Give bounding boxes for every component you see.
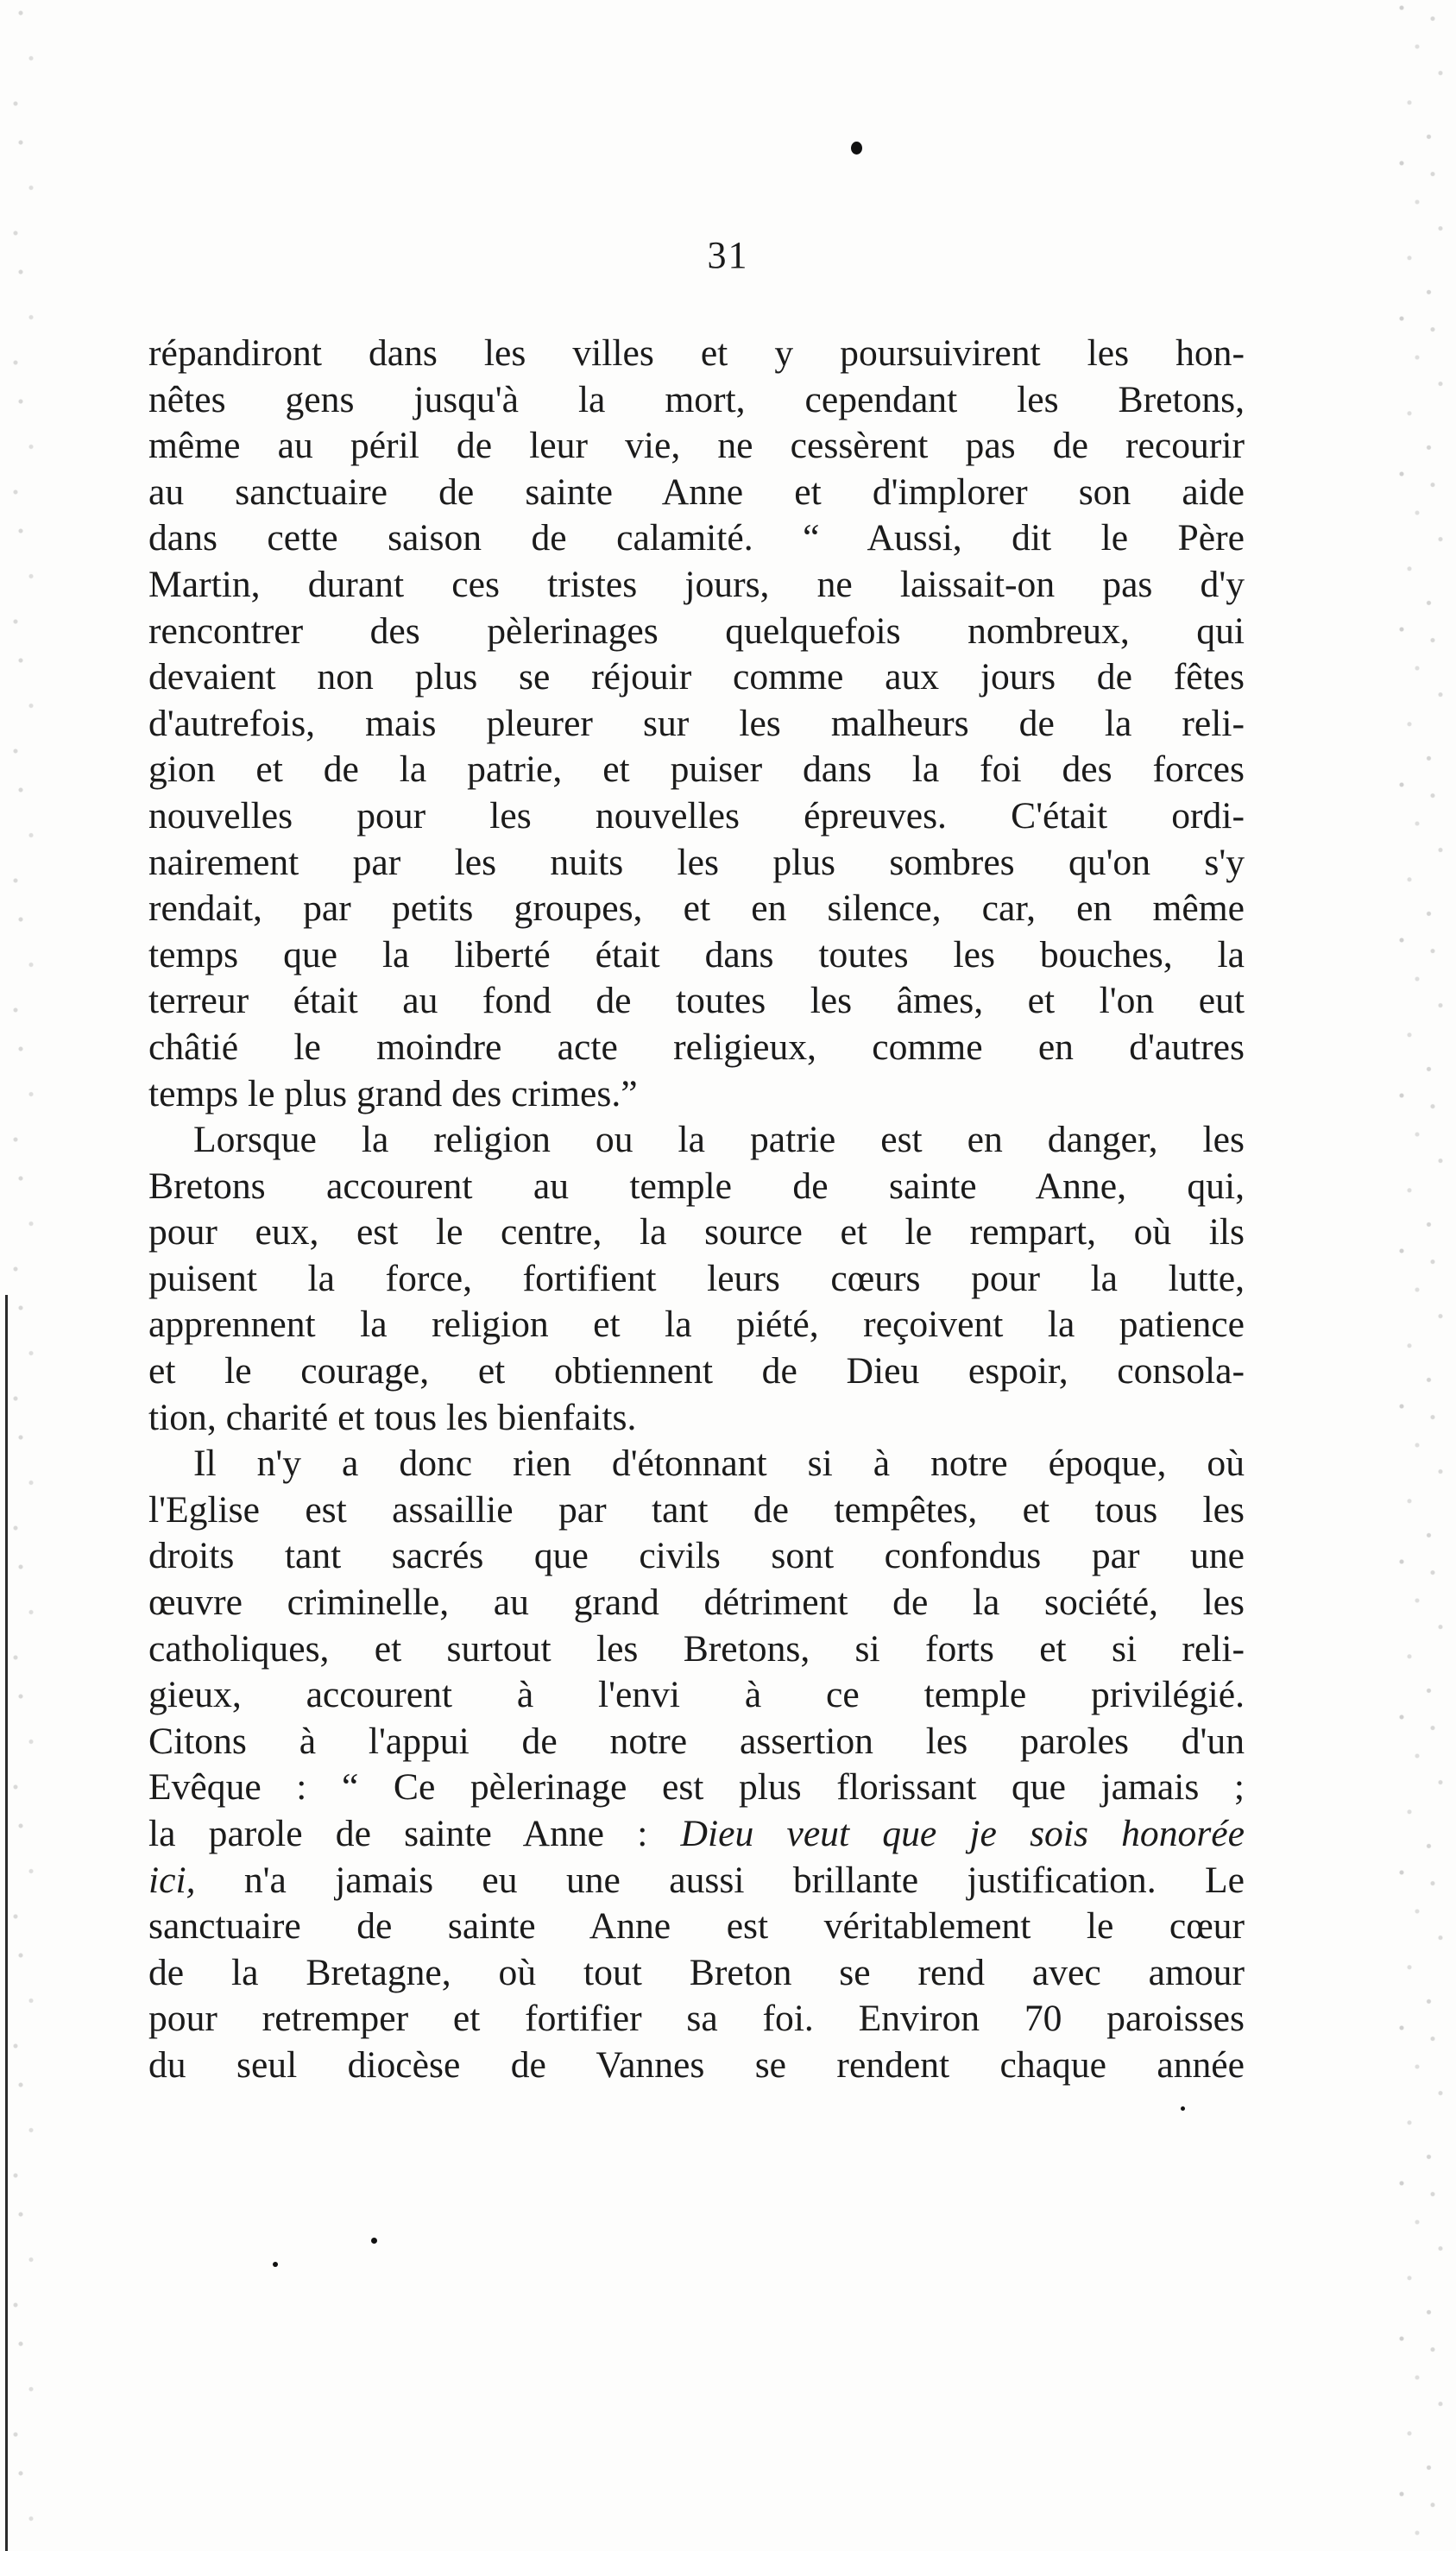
text-line: Martin, durant ces tristes jours, ne laissait-on pas d'y — [148, 563, 1245, 605]
ink-speck — [1181, 2106, 1185, 2111]
text-segment: n'a jamais eu une aussi brillante justification. Le — [195, 1859, 1245, 1901]
text-line: Citons à l'appui de notre assertion les paroles d'un — [148, 1720, 1245, 1762]
text-line: châtié le moindre acte religieux, comme en d'autres — [148, 1026, 1245, 1068]
text-line: catholiques, et surtout les Bretons, si forts et si reli- — [148, 1627, 1245, 1670]
text-line: dans cette saison de calamité. “ Aussi, dit le Père — [148, 517, 1245, 559]
text-line: Bretons accourent au temple de sainte Anne, qui, — [148, 1165, 1245, 1207]
text-line: nouvelles pour les nouvelles épreuves. C'était ordi- — [148, 794, 1245, 837]
text-line: nêtes gens jusqu'à la mort, cependant les Bretons, — [148, 378, 1245, 420]
italic-quote: Dieu veut que je sois honorée — [680, 1813, 1245, 1854]
scan-edge-noise-right — [1378, 0, 1456, 2551]
text-line: œuvre criminelle, au grand détriment de la société, les — [148, 1582, 1245, 1624]
text-segment: la parole de sainte Anne : — [148, 1813, 648, 1854]
text-line: terreur était au fond de toutes les âmes, et l'on eut — [148, 980, 1245, 1022]
text-line: nairement par les nuits les plus sombres qu'on s'y — [148, 841, 1245, 883]
text-line: droits tant sacrés que civils sont confondus par une — [148, 1535, 1245, 1577]
text-line: de la Bretagne, où tout Breton se rend avec amour — [148, 1951, 1245, 1993]
italic-quote: ici, — [148, 1859, 196, 1901]
text-line: devaient non plus se réjouir comme aux jours de fêtes — [148, 656, 1245, 698]
text-line: gieux, accourent à l'envi à ce temple privilégié. — [148, 1674, 1245, 1716]
text-line: rendait, par petits groupes, et en silence, car, en même — [148, 887, 1245, 930]
text-line-with-italic — [148, 1811, 1245, 1858]
text-line: du seul diocèse de Vannes se rendent chaque année — [148, 2043, 1245, 2086]
text-line: temps le plus grand des crimes.” — [148, 1072, 638, 1114]
text-line: pour eux, est le centre, la source et le rempart, où ils — [148, 1211, 1245, 1253]
text-line: tion, charité et tous les bienfaits. — [148, 1396, 637, 1438]
text-line: sanctuaire de sainte Anne est véritablement le cœur — [148, 1905, 1245, 1948]
text-line: l'Eglise est assaillie par tant de tempêtes, et tous les — [148, 1488, 1245, 1531]
text-line: Il n'y a donc rien d'étonnant si à notre époque, où — [193, 1443, 1245, 1485]
text-line-with-italic — [148, 1858, 1245, 1904]
ink-speck — [371, 2238, 377, 2244]
text-line: Lorsque la religion ou la patrie est en danger, les — [193, 1119, 1245, 1161]
page-number: 31 — [707, 234, 749, 276]
text-line: répandiront dans les villes et y poursuivirent les hon- — [148, 332, 1245, 374]
text-line: au sanctuaire de sainte Anne et d'implorer son aide — [148, 470, 1245, 513]
ink-speck — [273, 2262, 278, 2267]
text-line: temps que la liberté était dans toutes les bouches, la — [148, 933, 1245, 976]
body-text — [148, 331, 1245, 2089]
text-line: gion et de la patrie, et puiser dans la foi des forces — [148, 748, 1245, 791]
text-line: pour retremper et fortifier sa foi. Environ 70 paroisses — [148, 1998, 1245, 2040]
scan-edge-noise-left — [0, 0, 52, 2551]
text-line: rencontrer des pèlerinages quelquefois nombreux, qui — [148, 609, 1245, 652]
binding-edge — [5, 1295, 8, 2551]
text-line: d'autrefois, mais pleurer sur les malheurs de la reli- — [148, 702, 1245, 744]
text-line: puisent la force, fortifient leurs cœurs pour la lutte, — [148, 1257, 1245, 1299]
text-line: apprennent la religion et la piété, reçoivent la patience — [148, 1304, 1245, 1346]
text-line: même au péril de leur vie, ne cessèrent pas de recourir — [148, 425, 1245, 467]
text-line: Evêque : “ Ce pèlerinage est plus florissant que jamais ; — [148, 1766, 1245, 1809]
text-line: et le courage, et obtiennent de Dieu espoir, consola- — [148, 1350, 1245, 1392]
ink-speck — [851, 142, 862, 155]
